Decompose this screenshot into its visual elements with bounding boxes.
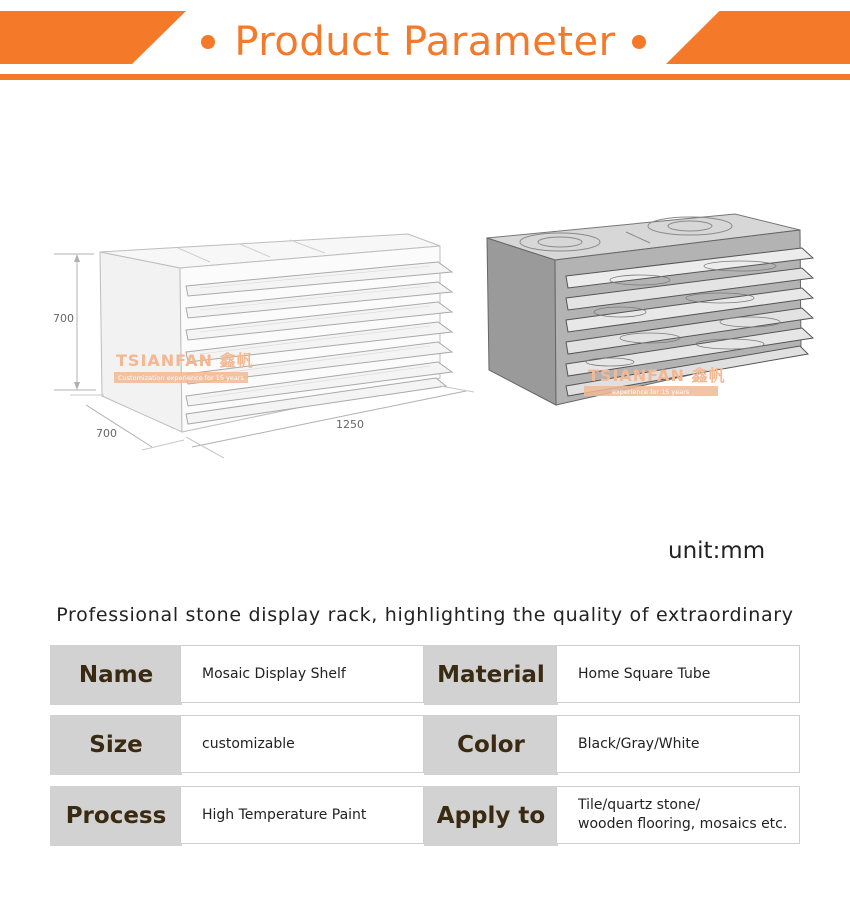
watermark-brand: TSIANFAN 鑫帆	[116, 351, 254, 370]
rack-render	[487, 214, 813, 405]
param-label: Process	[50, 786, 182, 846]
param-value: Black/Gray/White	[556, 715, 800, 773]
page-title: Product Parameter	[234, 19, 616, 65]
param-value	[556, 786, 800, 844]
rack-line-drawing	[53, 234, 474, 458]
param-row	[50, 786, 800, 846]
param-label: Size	[50, 715, 182, 775]
param-value-text: Tile/quartz stone/ wooden flooring, mosaics etc.	[578, 797, 788, 832]
product-tagline: Professional stone display rack, highlighting the quality of extraordinary	[56, 604, 794, 626]
depth-dimension-label: 700	[96, 427, 117, 440]
height-dimension-label: 700	[53, 312, 74, 325]
watermark-brand-render: TSIANFAN 鑫帆	[588, 366, 726, 385]
param-value: Home Square Tube	[556, 645, 800, 703]
param-label: Apply to	[424, 786, 558, 846]
param-value: High Temperature Paint	[180, 786, 424, 844]
param-label: Color	[424, 715, 558, 775]
width-dimension-label: 1250	[336, 418, 364, 431]
param-row	[50, 715, 800, 775]
param-value: Mosaic Display Shelf	[180, 645, 424, 703]
unit-label: unit:mm	[668, 538, 766, 564]
param-value: customizable	[180, 715, 424, 773]
watermark-slogan: Customization experience for 15 years	[118, 374, 244, 382]
watermark-slogan-render: experience for 15 years	[612, 388, 690, 396]
param-label: Name	[50, 645, 182, 705]
param-row	[50, 645, 800, 705]
param-label: Material	[424, 645, 558, 705]
